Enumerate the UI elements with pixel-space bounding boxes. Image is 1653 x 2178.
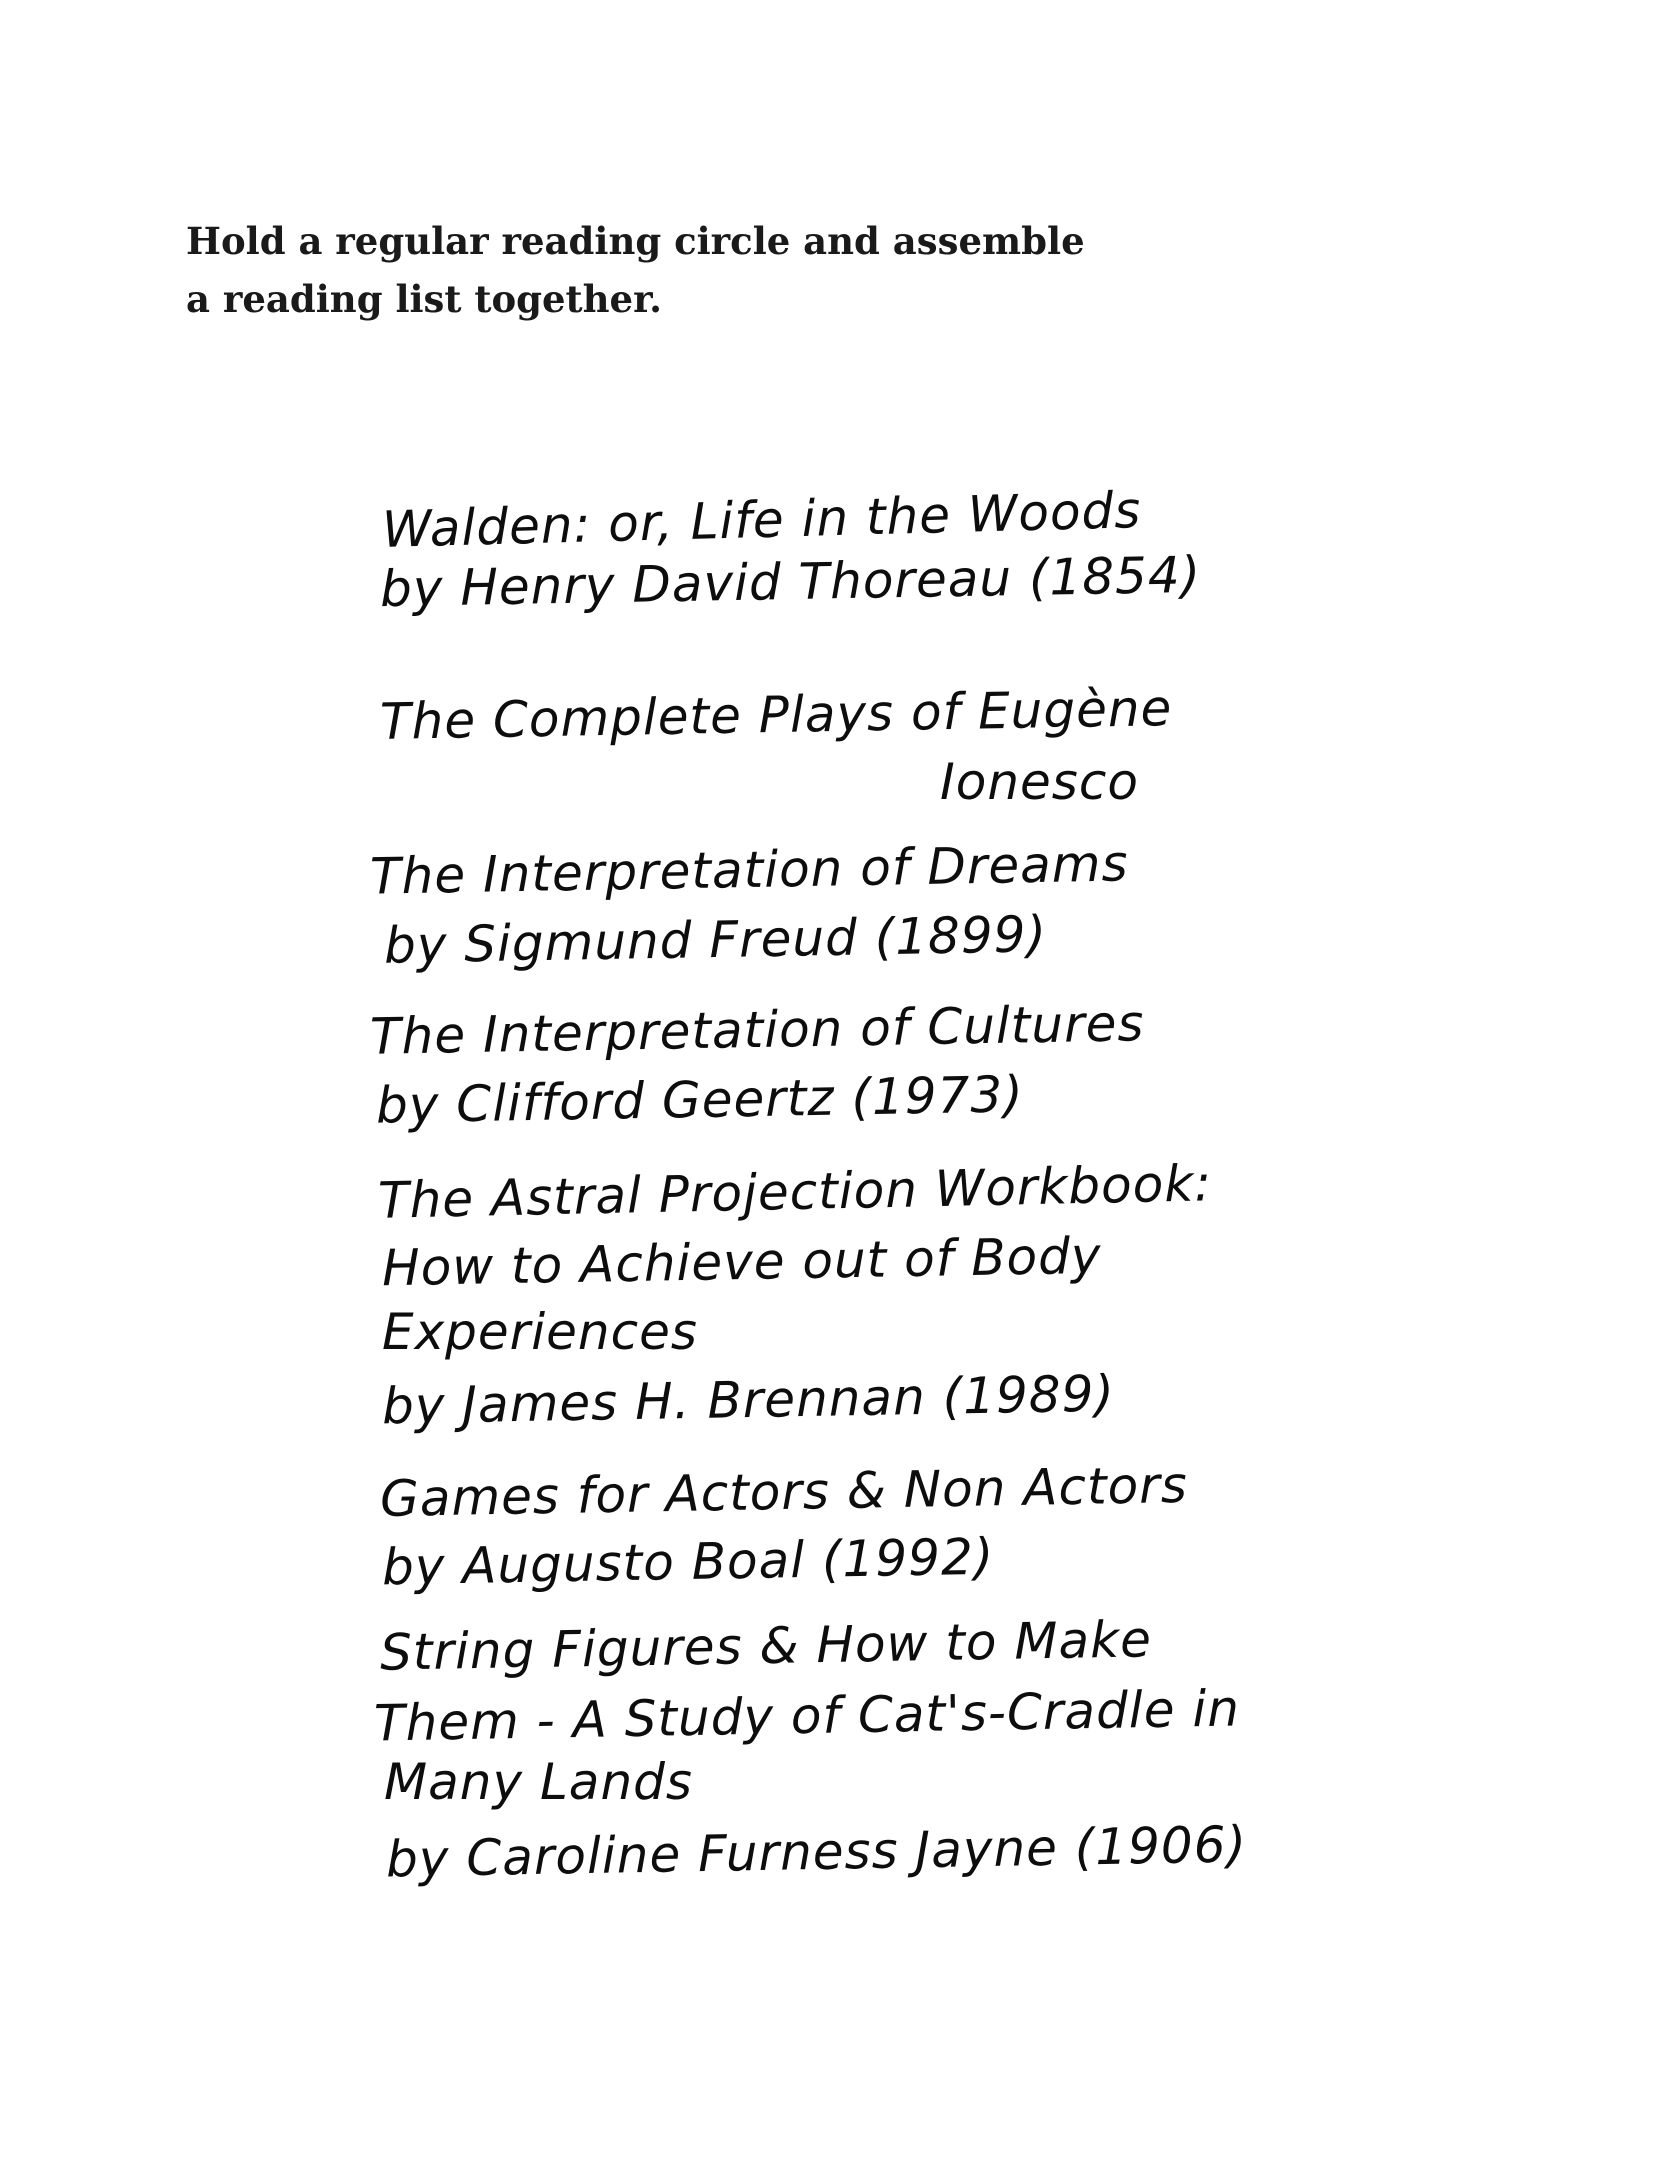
list-item-title: The Interpretation of Cultures bbox=[369, 994, 1145, 1066]
list-item-title: Ionesco bbox=[940, 753, 1139, 811]
intro-line-2: a reading list together. bbox=[186, 277, 663, 321]
list-item-author: by Caroline Furness Jayne (1906) bbox=[385, 1815, 1248, 1889]
list-item-title: Walden: or, Life in the Woods bbox=[381, 481, 1142, 559]
list-item-title: String Figures & How to Make bbox=[379, 1610, 1153, 1682]
intro-line-1: Hold a regular reading circle and assemble bbox=[186, 219, 1085, 263]
list-item-author: by Sigmund Freud (1899) bbox=[383, 905, 1048, 975]
list-item-title: Experiences bbox=[382, 1303, 698, 1361]
list-item-author: by Clifford Geertz (1973) bbox=[375, 1065, 1025, 1135]
list-item-author: by James H. Brennan (1989) bbox=[381, 1364, 1116, 1436]
list-item-author: by Henry David Thoreau (1854) bbox=[379, 545, 1202, 619]
list-item-title: The Astral Projection Workbook: bbox=[377, 1154, 1213, 1230]
list-item-title: The Complete Plays of Eugène bbox=[379, 679, 1173, 751]
intro-text bbox=[186, 212, 1086, 328]
list-item-title: The Interpretation of Dreams bbox=[369, 834, 1129, 906]
list-item-author: by Augusto Boal (1992) bbox=[381, 1527, 995, 1597]
list-item-title: Many Lands bbox=[384, 1753, 693, 1811]
list-item-title: Them - A Study of Cat's-Cradle in bbox=[373, 1679, 1241, 1753]
list-item-title: How to Achieve out of Body bbox=[381, 1226, 1102, 1298]
list-item-title: Games for Actors & Non Actors bbox=[379, 1455, 1189, 1529]
